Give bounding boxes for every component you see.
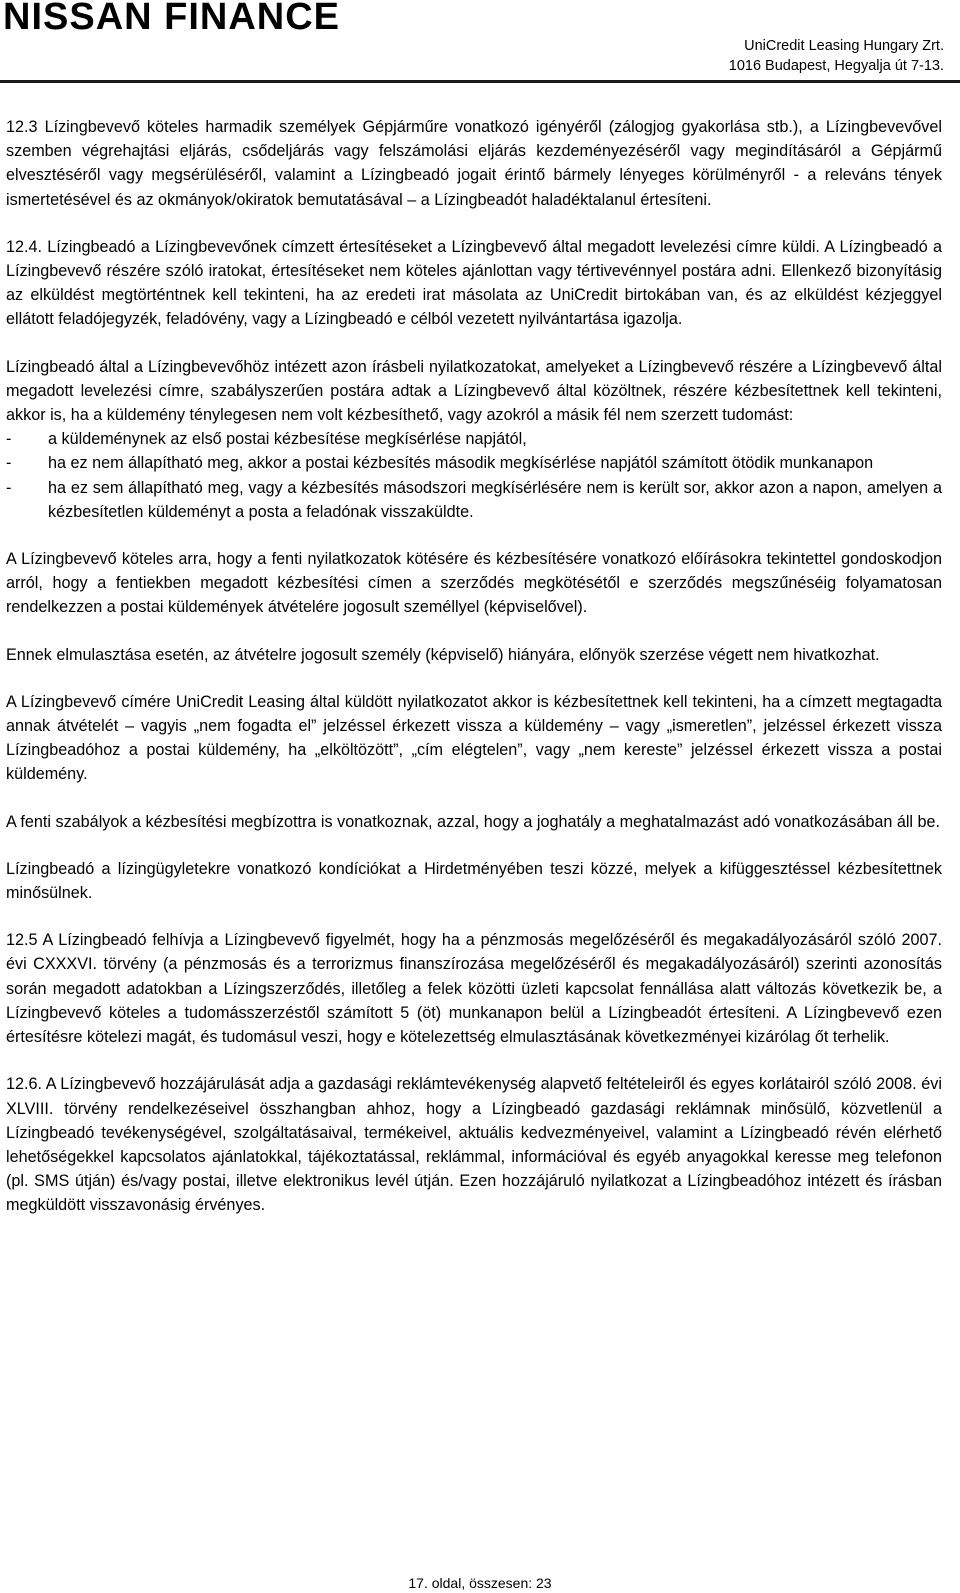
section-12-5: 12.5 A Lízingbeadó felhívja a Lízingbevevő figyelmét, hogy ha a pénzmosás megelőzéséről és megakadályozásáról szóló 2007. évi CXXXVI. törvény (a pénzmosás és a terrorizmus finanszírozása megelőzéséről és megakadályozásáról) szerinti azonosítás során megadott adatokban a Lízingszerződés, illetőleg a felek közötti üzleti kapcsolat fennállása alatt változás következik be, a Lízingbevevő köteles a tudomásszerzéstől számított 5 (öt) munkanapon belül a Lízingbeadót értesíteni. A Lízingbevevő ezen értesítésre kötelezi magát, és tudomásul veszi, hogy e kötelezettség elmulasztásának következményei kizárólag őt terhelik. [6, 931, 942, 1047]
nissan-finance-logo: NISSAN FINANCE [3, 0, 341, 38]
delivery-rules-list [6, 427, 942, 524]
list-item-text: ha ez nem állapítható meg, akkor a postai kézbesítés második megkísérlése napjától számított ötödik munkanapon [48, 454, 874, 473]
list-dash: - [6, 478, 12, 497]
company-address: 1016 Budapest, Hegyalja út 7-13. [728, 58, 944, 74]
list-item [6, 476, 942, 524]
paragraph-kondiciok: Lízingbeadó a lízingügyletekre vonatkozó kondíciókat a Hirdetményében teszi közzé, melyek a kifüggesztéssel kézbesítettnek minősülnek. [6, 859, 942, 903]
company-name: UniCredit Leasing Hungary Zrt. [744, 38, 944, 54]
paragraph-elmulasztasa: Ennek elmulasztása esetén, az átvételre jogosult személy (képviselő) hiányára, előnyök szerzése végett nem hivatkozhat. [6, 645, 880, 664]
paragraph-cimere: A Lízingbevevő címére UniCredit Leasing által küldött nyilatkozatot akkor is kézbesítettnek kell tekinteni, ha a címzett megtagadta annak átvételét – vagyis „nem fogadta el” jelzéssel érkezett vissza a küldemény – vagy „ismeretlen”, jelzéssel érkezett vissza Lízingbeadóhoz a postai küldemény, ha „elköltözött”, „cím elégtelen”, vagy „nem kereste” jelzéssel érkezett vissza a postai küldemény. [6, 692, 942, 784]
list-dash: - [6, 430, 12, 449]
page-header [0, 0, 960, 80]
list-item-text: a küldeménynek az első postai kézbesítése megkísérlése napjától, [48, 430, 527, 449]
list-item [6, 451, 942, 475]
page-footer: 17. oldal, összesen: 23 [408, 1575, 552, 1591]
header-divider [0, 80, 960, 83]
paragraph-koteles: A Lízingbevevő köteles arra, hogy a fenti nyilatkozatok kötésére és kézbesítésére vonatkozó előírásokra tekintettel gondoskodjon arról, hogy a fentiekben megadott kézbesítési címen a szerződés megkötésétől e szerződés megszűnéséig folyamatosan rendelkezzen a postai küldemények átvételére jogosult személlyel (képviselővel). [6, 550, 942, 617]
section-12-4: 12.4. Lízingbeadó a Lízingbevevőnek címzett értesítéseket a Lízingbevevő által megadott levelezési címre küldi. A Lízingbeadó a Lízingbevevő részére szóló iratokat, értesítéseket nem köteles ajánlottan vagy tértivevénnyel postára adni. Ellenkező bizonyításig az elküldést megtörténtnek kell tekinteni, ha az eredeti irat másolata az UniCredit birtokában van, és az elküldést kézjeggyel ellátott feladójegyzék, feladóvény, vagy a Lízingbeadó e célból vezetett nyilvántartása igazolja. [6, 237, 942, 329]
document-body [6, 115, 942, 1241]
section-12-6: 12.6. A Lízingbevevő hozzájárulását adja a gazdasági reklámtevékenység alapvető feltételeiről és egyes korlátairól szóló 2008. évi XLVIII. törvény rendelkezéseivel összhangban ahhoz, hogy a Lízingbeadó gazdasági reklámnak minősülő, közvetlenül a Lízingbeadó tevékenységével, szolgáltatásaival, termékeivel, aktuális kedvezményeivel, valamint a Lízingbeadó révén elérhető lehetőségekkel kapcsolatos ajánlatokkal, tájékoztatással, reklámmal, információval és egyéb anyagokkal keresse meg telefonon (pl. SMS útján) és/vagy postai, illetve elektronikus levél útján. Ezen hozzájáruló nyilatkozat a Lízingbeadóhoz intézett és írásban megküldött visszavonásig érvényes. [6, 1075, 942, 1215]
section-12-3: 12.3 Lízingbevevő köteles harmadik személyek Gépjárműre vonatkozó igényéről (zálogjog gyakorlása stb.), a Lízingbevevővel szemben végrehajtási eljárás, csődeljárás vagy felszámolási eljárás kezdeményezéséről vagy megindításáról a Gépjármű elvesztéséről vagy megsérüléséről, valamint a Lízingbeadó jogait érintő bármely lényeges körülményről - a releváns tények ismertetésével és az okmányok/okiratok bemutatásával – a Lízingbeadót haladéktalanul értesíteni. [6, 118, 942, 209]
list-item-text: ha ez sem állapítható meg, vagy a kézbesítés másodszori megkísérlésére nem is került sor, akkor azon a napon, amelyen a kézbesítetlen küldeményt a posta a feladónak visszaküldte. [48, 478, 942, 521]
paragraph-nyilatkozatok: Lízingbeadó által a Lízingbevevőhöz intézett azon írásbeli nyilatkozatokat, amelyeket a Lízingbevevő részére a Lízingbevevő által megadott levelezési címre, szabályszerűen postára adtak a Lízingbevevő által közöltnek, részére kézbesítettnek kell tekinteni, akkor is, ha a küldemény ténylegesen nem volt kézbesíthető, vagy azokról a másik fél nem szerzett tudomást: [6, 357, 942, 425]
paragraph-szabalyok: A fenti szabályok a kézbesítési megbízottra is vonatkoznak, azzal, hogy a joghatály a meghatalmazást adó vonatkozásában áll be. [6, 812, 941, 831]
list-dash: - [6, 454, 12, 473]
list-item [6, 427, 942, 451]
company-info [729, 36, 944, 76]
